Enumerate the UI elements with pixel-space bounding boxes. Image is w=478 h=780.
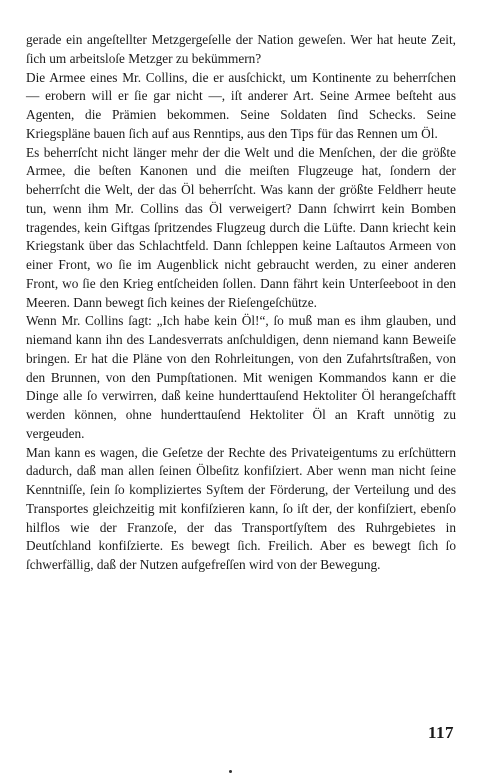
paragraph-1: gerade ein angeſtellter Metzgergeſelle der Nation geweſen. Wer hat heute Zeit, ſich um arbeitsloſe Metzger zu bekümmern? [26, 32, 456, 66]
book-page [26, 31, 456, 575]
paragraph-3: Es beherrſcht nicht länger mehr der die Welt und die Menſchen, der die größte Armee, die beſten Kanonen und die meiſten Flugzeuge hat, ſondern der beherrſcht die Welt, der das Öl beherrſcht. Was kann der größte Feldherr heute tun, wenn ihm Mr. Collins das Öl verweigert? Dann ſchwirrt kein Bomben tragendes, kein Giftgas ſpritzendes Flugzeug durch die Lüfte. Dann kriecht kein Kriegstank über das Schlachtfeld. Dann ſchleppen keine Laſtautos Armeen von einer Front, wo ſie im Augenblick nicht gebraucht werden, zu einer anderen Front, wo ſie den Krieg entſcheiden ſollen. Dann fährt kein Unterſeeboot in den Meeren. Dann bewegt ſich keines der Rieſengeſchütze. [26, 144, 456, 310]
paragraph-2: Die Armee eines Mr. Collins, die er ausſchickt, um Kontinente zu beherrſchen — erobern will er ſie gar nicht —, iſt anderer Art. Seine Armee beſteht aus Agenten, die Prämien bekommen. Seine Soldaten ſind Schecks. Seine Kriegspläne bauen ſich auf aus Renntips, aus den Tips für das Rennen um Öl. [26, 69, 456, 141]
page-number: 117 [427, 723, 454, 742]
paragraph-5: Man kann es wagen, die Geſetze der Rechte des Privateigentums zu erſchüttern dadurch, daß man allen ſeinen Ölbeſitz konfiſziert. Aber wenn man nicht ſeine Kenntniſſe, ſein ſo kompliziertes Syſtem der Förderung, der Verteilung und des Transportes gleichzeitig mit konfiſzieren kann, ſo iſt der, der konfiſziert, ebenſo hilflos wie der Franzoſe, der das Transportſyſtem des Ruhrgebietes in Deutſchland konfiſzierte. Es bewegt ſich. Freilich. Aber es bewegt ſich ſo ſchwerfällig, daß der Nutzen aufgefreſſen wird von der Bewegung. [26, 444, 456, 572]
ink-speck [229, 770, 232, 773]
paragraph-4: Wenn Mr. Collins ſagt: „Ich habe kein Öl!“, ſo muß man es ihm glauben, und niemand kann ihn des Landesverrats anſchuldigen, denn niemand kann Beweiſe bringen. Er hat die Pläne von den Rohrleitungen, von den Zufahrtsſtraßen, von den Brunnen, von den Pumpſtationen. Mit wenigen Kommandos kann er die Dinge alle ſo verwirren, daß keine hunderttauſend Hektoliter Öl herangeſchafft werden können, ohne hunderttauſend Hektoliter Öl an Kraft unnötig zu vergeuden. [26, 313, 456, 441]
